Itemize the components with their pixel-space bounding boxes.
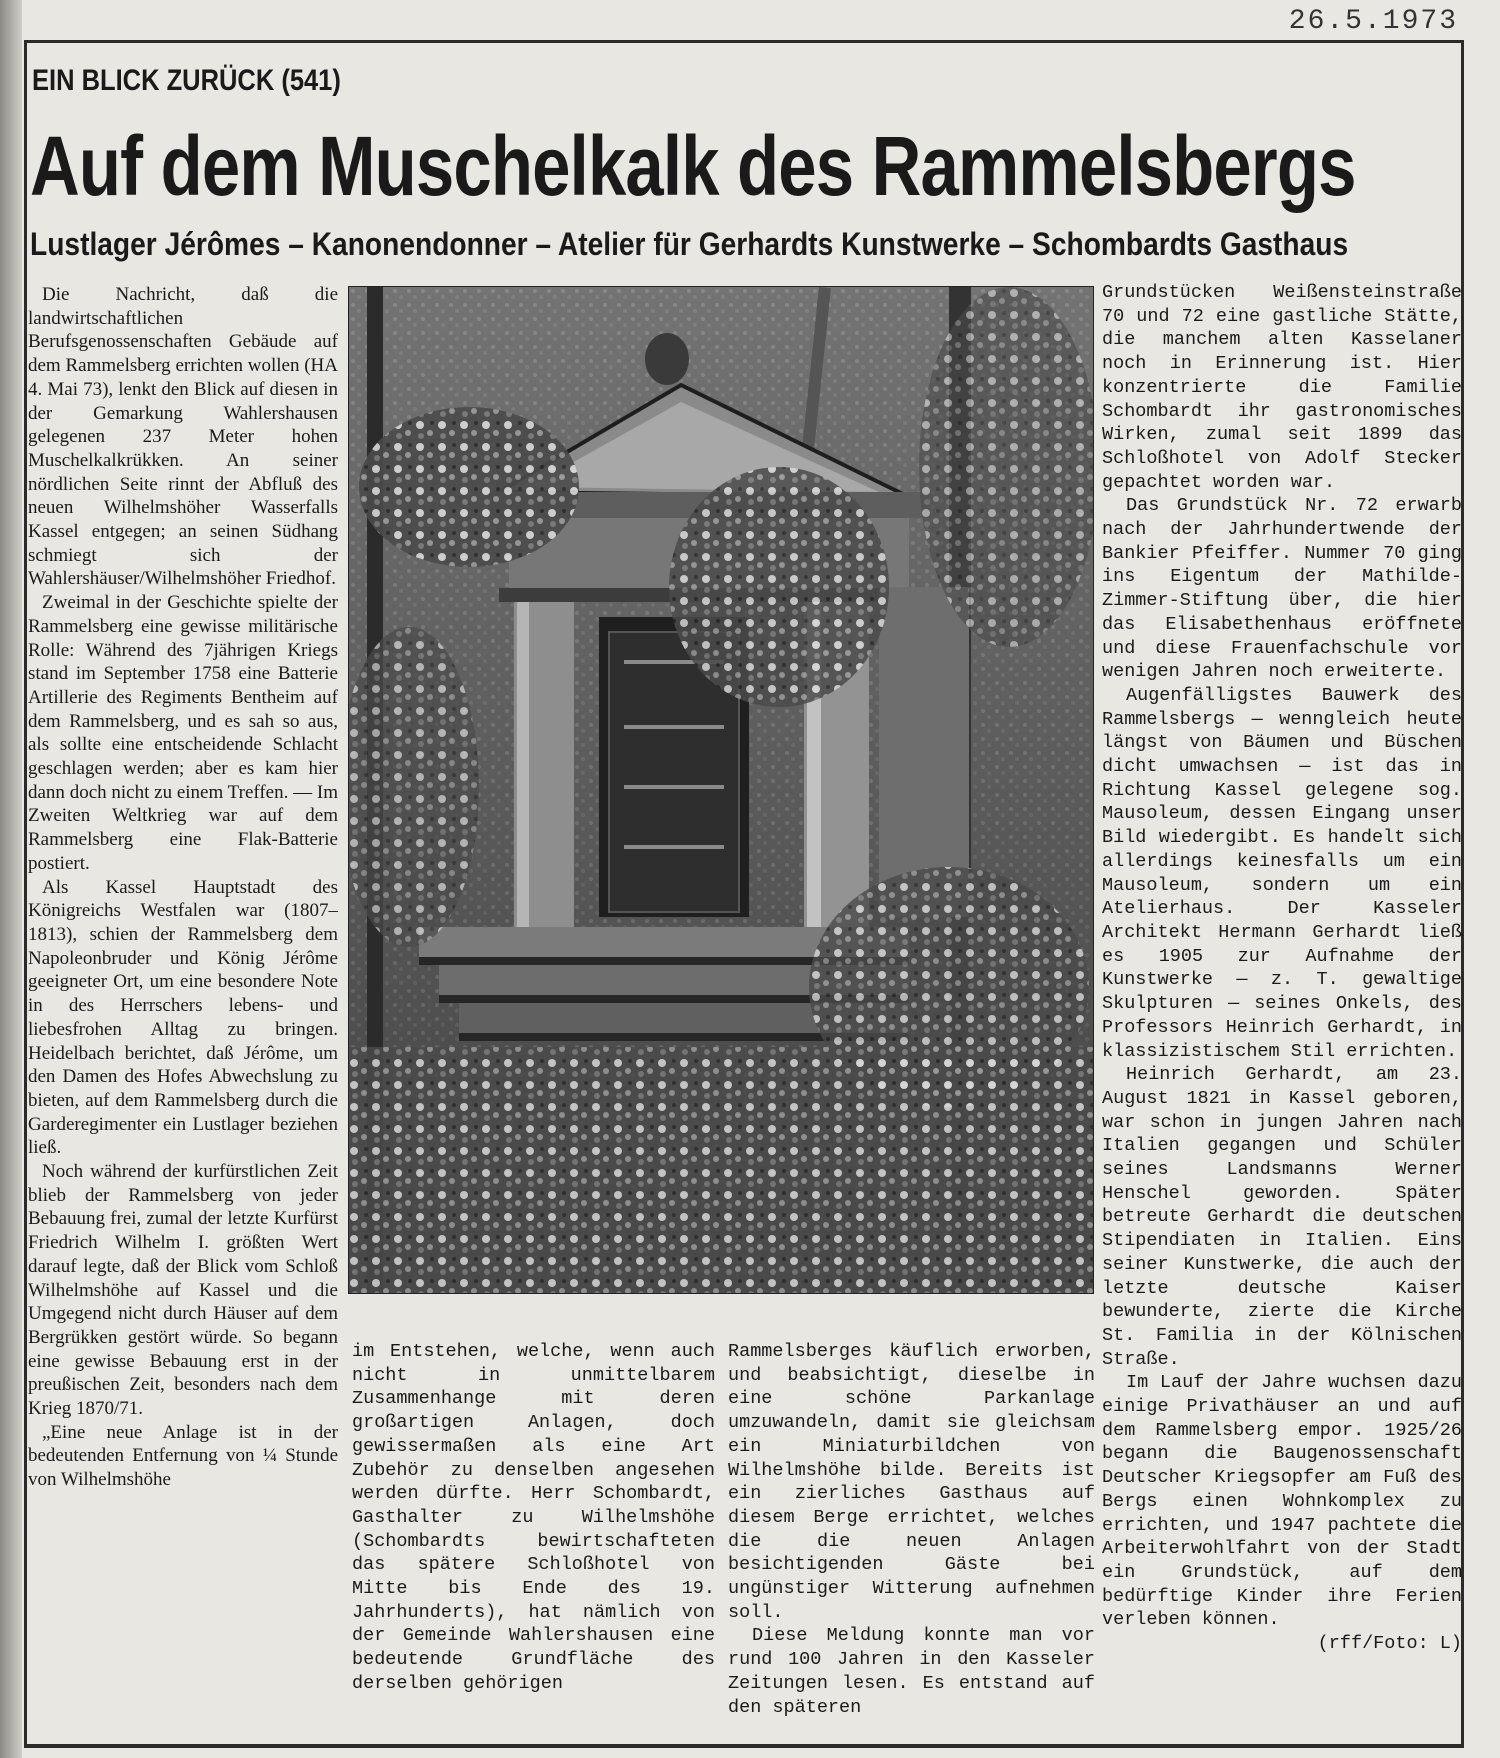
paragraph: Als Kassel Hauptstadt des Königreichs Westfalen war (1807–1813), schien der Rammelsberg dem Napoleonbruder und König Jérôme geeigneter Ort, um eine besondere Note in des Herrschers lebens- und liebesfrohen Alltag zu bringen. Heidelbach berichtet, daß Jérôme, um den Damen des Hofes Abwechslung zu bieten, auf dem Rammelsberg durch die Garderegimenter ein Lustlager beziehen ließ. bbox=[28, 876, 338, 1159]
paragraph: im Entstehen, welche, wenn auch nicht in unmittelbarem Zusammenhange mit deren großartigen Anlagen, doch gewissermaßen als eine Art Zubehör zu denselben angesehen werden dürfte. Herr Schombardt, Gasthalter zu Wilhelmshöhe (Schombardts bewirtschafteten das spätere Schloßhotel von Mitte bis Ende des 19. Jahrhunderts), hat nämlich von der Gemeinde Wahlershausen eine bedeutende Grundfläche des derselben gehörigen bbox=[352, 1341, 715, 1694]
paragraph: Heinrich Gerhardt, am 23. August 1821 in Kassel geboren, war schon in jungen Jahren nach Italien gegangen und Schüler seines Landsmanns Werner Henschel geworden. Später betreute Gerhardt die deutschen Stipendiaten in Italien. Eins seiner Kunstwerke, die auch der letzte deutsche Kaiser bewunderte, zierte die Kirche St. Familia in der Kölnischen Straße. bbox=[1102, 1064, 1462, 1370]
paragraph: Diese Meldung konnte man vor rund 100 Jahren in den Kasseler Zeitungen lesen. Es entstand auf den späteren bbox=[728, 1625, 1095, 1718]
text-column-1 bbox=[28, 283, 338, 1743]
mausoleum-photo bbox=[348, 286, 1094, 1294]
paragraph: Augenfälligstes Bauwerk des Rammelsbergs — wenngleich heute längst von Bäumen und Büschen dicht umwachsen — ist das in Richtung Kassel gelegene sog. Mausoleum, dessen Eingang unser Bild wiedergibt. Es handelt sich allerdings keinesfalls um ein Mausoleum, sondern um ein Atelierhaus. Der Kasseler Architekt Hermann Gerhardt ließ es 1905 zur Aufnahme der Kunstwerke — z. T. gewaltige Skulpturen — seines Onkels, des Professors Heinrich Gerhardt, in klassizistischem Stil errichten. bbox=[1102, 684, 1462, 1062]
subheadline: Lustlager Jérômes – Kanonendonner – Atelier für Gerhardts Kunstwerke – Schombardts Gasthaus bbox=[30, 226, 1349, 262]
paragraph: Zweimal in der Geschichte spielte der Rammelsberg eine gewisse militärische Rolle: Während des 7jährigen Kriegs stand im September 1758 eine Batterie Artillerie des Regiments Bentheim auf dem Rammelsberg, und es sah so aus, als sollte eine entscheidende Schlacht geschlagen werden; aber es kam hier dann doch nicht zu einem Treffen. — Im Zweiten Weltkrieg war auf dem Rammelsberg eine Flak-Batterie postiert. bbox=[28, 592, 338, 874]
page-edge-shadow bbox=[0, 0, 22, 1758]
paragraph: Grundstücken Weißensteinstraße 70 und 72 eine gastliche Stätte, die manchem alten Kasselaner noch in Erinnerung ist. Hier konzentrierte die Familie Schombardt ihr gastronomisches Wirken, zumal seit 1899 das Schloßhotel von Adolf Stecker gepachtet worden war. bbox=[1102, 282, 1462, 493]
date-stamp: 26.5.1973 bbox=[1288, 6, 1458, 37]
paragraph: Noch während der kurfürstlichen Zeit blieb der Rammelsberg von jeder Bebauung frei, zumal der letzte Kurfürst Friedrich Wilhelm I. größten Wert darauf legte, daß der Blick vom Schloß Wilhelmshöhe auf Kassel und die Umgegend nicht durch Häuser auf dem Bergrükken gestört würde. So begann eine gewisse Bebauung erst in der preußischen Zeit, besonders nach dem Krieg 1870/71. bbox=[28, 1161, 338, 1420]
paragraph: Im Lauf der Jahre wuchsen dazu einige Privathäuser an und auf dem Rammelsberg empor. 1925/26 begann die Baugenossenschaft Deutscher Kriegsopfer am Fuß des Bergs einen Wohnkomplex zu errichten, und 1947 pachtete die Arbeiterwohlfahrt von der Stadt ein Grundstück, auf dem bedürftige Kinder ihre Ferien verleben können. bbox=[1102, 1372, 1462, 1631]
paragraph: Das Grundstück Nr. 72 erwarb nach der Jahrhundertwende der Bankier Pfeiffer. Nummer 70 ging ins Eigentum der Mathilde-Zimmer-Stiftung über, die hier das Elisabethenhaus eröffnete und diese Frauenfachschule vor wenigen Jahren noch erweiterte. bbox=[1102, 495, 1462, 683]
headline: Auf dem Muschelkalk des Rammelsbergs bbox=[30, 119, 1356, 213]
text-column-3 bbox=[728, 1340, 1095, 1740]
paragraph: „Eine neue Anlage ist in der bedeutenden Entfernung von ¼ Stunde von Wilhelmshöhe bbox=[28, 1421, 338, 1491]
photo-credit: (rff/Foto: L) bbox=[1317, 1633, 1462, 1655]
paragraph: Die Nachricht, daß die landwirtschaftlichen Berufsgenossenschaften Gebäude auf dem Rammelsberg errichten wollen (HA 4. Mai 73), lenkt den Blick auf diesen in der Gemarkung Wahlershausen gelegenen 237 Meter hohen Muschelkalkrükken. An seiner nördlichen Seite rinnt der Abfluß des neuen Wilhelmshöher Wasserfalls Kassel entgegen; an seinen Südhang schmiegt sich der Wahlershäuser/Wilhelmshöher Friedhof. bbox=[28, 284, 338, 590]
text-column-2 bbox=[352, 1340, 715, 1740]
text-column-4 bbox=[1102, 281, 1462, 1743]
paragraph: Rammelsberges käuflich erworben, und beabsichtigt, dieselbe in eine schöne Parkanlage umzuwandeln, damit sie gleichsam ein Miniaturbildchen von Wilhelmshöhe bilde. Bereits ist ein zierliches Gasthaus auf diesem Berge errichtet, welches die die neuen Anlagen besichtigenden Gäste bei ungünstiger Witterung aufnehmen soll. bbox=[728, 1341, 1095, 1623]
series-kicker: EIN BLICK ZURÜCK (541) bbox=[32, 64, 341, 97]
